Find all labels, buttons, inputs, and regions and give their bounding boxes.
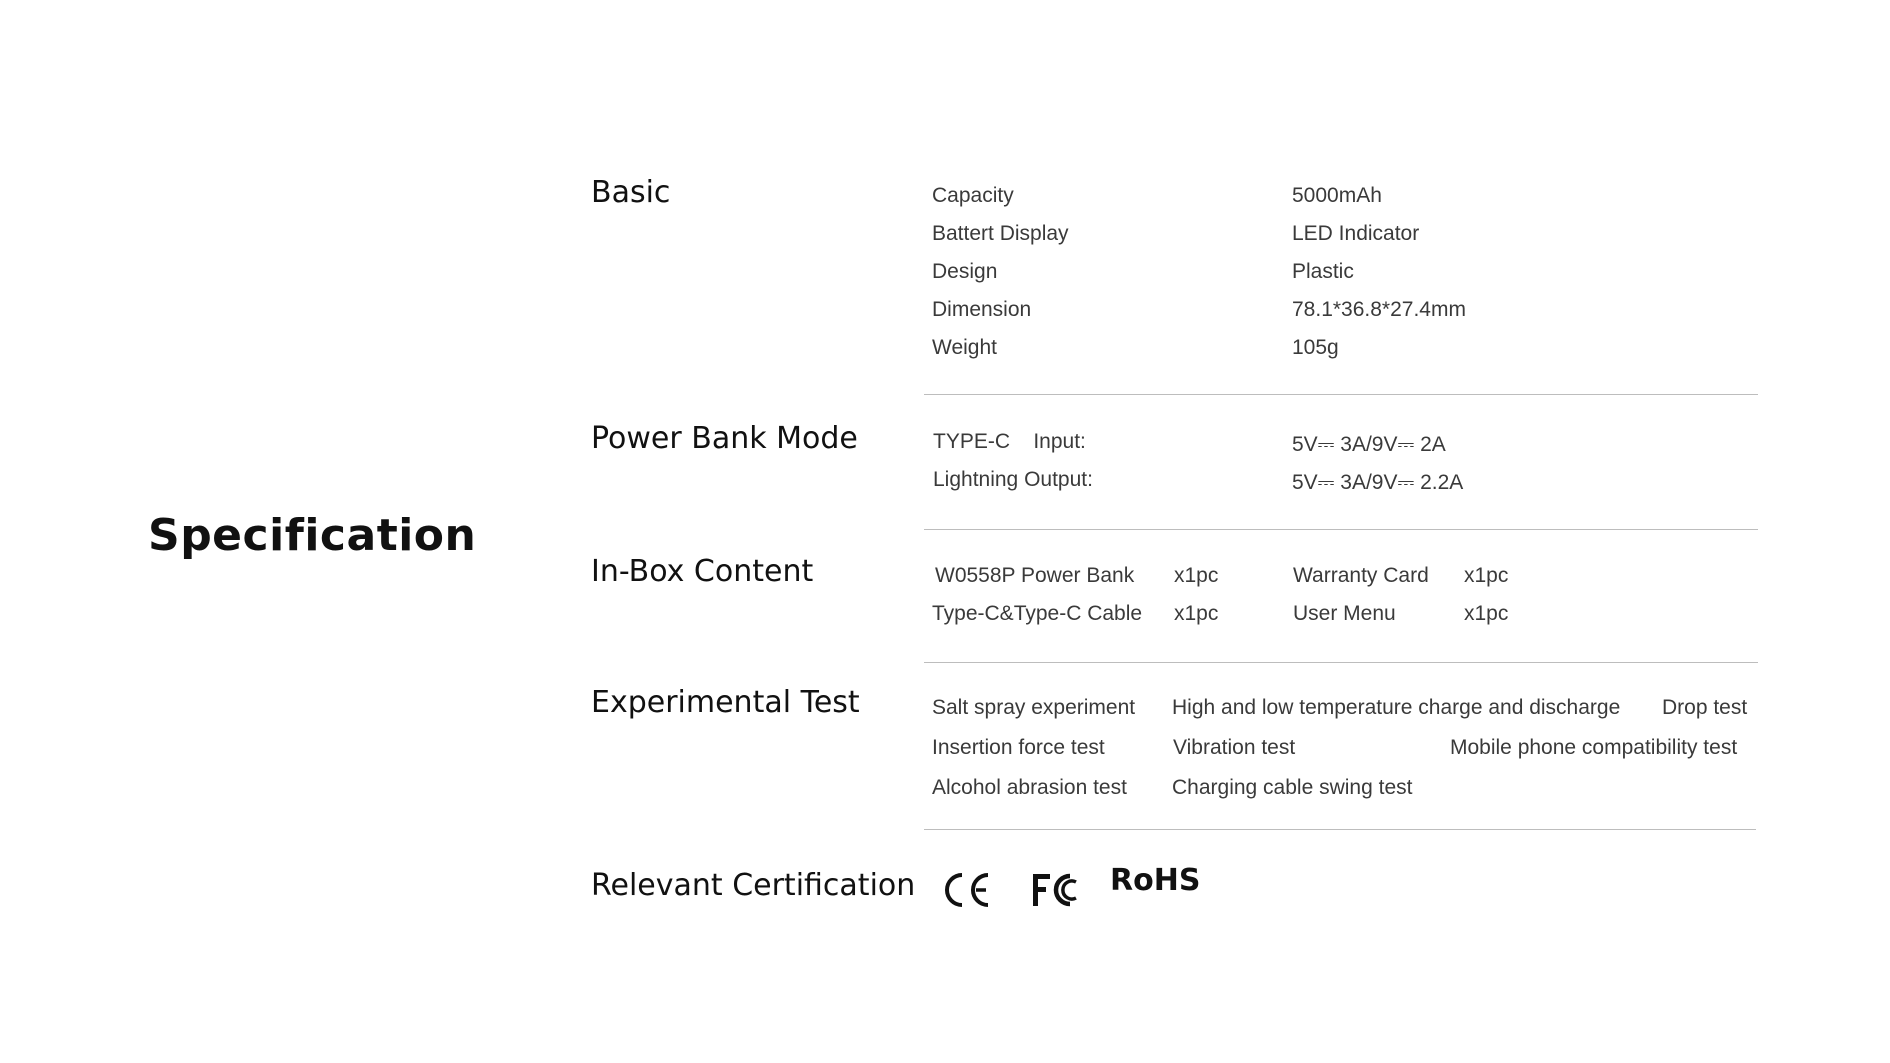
test-item: Mobile phone compatibility test [1450,736,1738,759]
section-power-title: Power Bank Mode [591,421,858,456]
section-tests-title: Experimental Test [591,685,860,720]
test-item: Vibration test [1173,736,1296,759]
section-inbox-title: In-Box Content [591,554,814,589]
basic-value-dimension: 78.1*36.8*27.4mm [1292,298,1466,321]
section-basic-title: Basic [591,175,671,210]
test-item: Drop test [1662,696,1748,719]
inbox-qty-warranty: x1pc [1464,564,1509,587]
basic-label-weight: Weight [932,336,997,359]
basic-value-design: Plastic [1292,260,1354,283]
basic-label-capacity: Capacity [932,184,1014,207]
ce-mark-icon [942,870,992,910]
power-label-lightning: Lightning Output: [933,468,1093,491]
basic-value-weight: 105g [1292,336,1339,359]
inbox-qty-usermenu: x1pc [1464,602,1509,625]
test-item: Salt spray experiment [932,696,1136,719]
inbox-item-powerbank: W0558P Power Bank [935,564,1135,587]
test-item: Alcohol abrasion test [932,776,1127,799]
basic-label-display: Battert Display [932,222,1069,245]
power-value-lightning: 5V⎓ 3A/9V⎓ 2.2A [1292,471,1464,494]
divider [924,529,1758,530]
inbox-qty-cable: x1pc [1174,602,1219,625]
divider [924,662,1758,663]
section-cert-title: Relevant Certification [591,868,916,903]
inbox-item-usermenu: User Menu [1293,602,1396,625]
inbox-item-cable: Type-C&Type-C Cable [932,602,1143,625]
rohs-logo: RoHS [1110,863,1201,898]
basic-value-display: LED Indicator [1292,222,1420,245]
basic-label-dimension: Dimension [932,298,1032,321]
page-title: Specification [148,510,477,561]
test-item: Charging cable swing test [1172,776,1413,799]
fcc-logo-icon [1032,870,1084,910]
power-value-typec: 5V⎓ 3A/9V⎓ 2A [1292,433,1446,456]
inbox-qty-powerbank: x1pc [1174,564,1219,587]
inbox-item-warranty: Warranty Card [1293,564,1429,587]
test-item: High and low temperature charge and discharge [1172,696,1621,719]
divider [924,394,1758,395]
basic-label-design: Design [932,260,998,283]
test-item: Insertion force test [932,736,1105,759]
power-label-typec: TYPE-C Input: [933,430,1086,453]
basic-value-capacity: 5000mAh [1292,184,1382,207]
divider [924,829,1756,830]
